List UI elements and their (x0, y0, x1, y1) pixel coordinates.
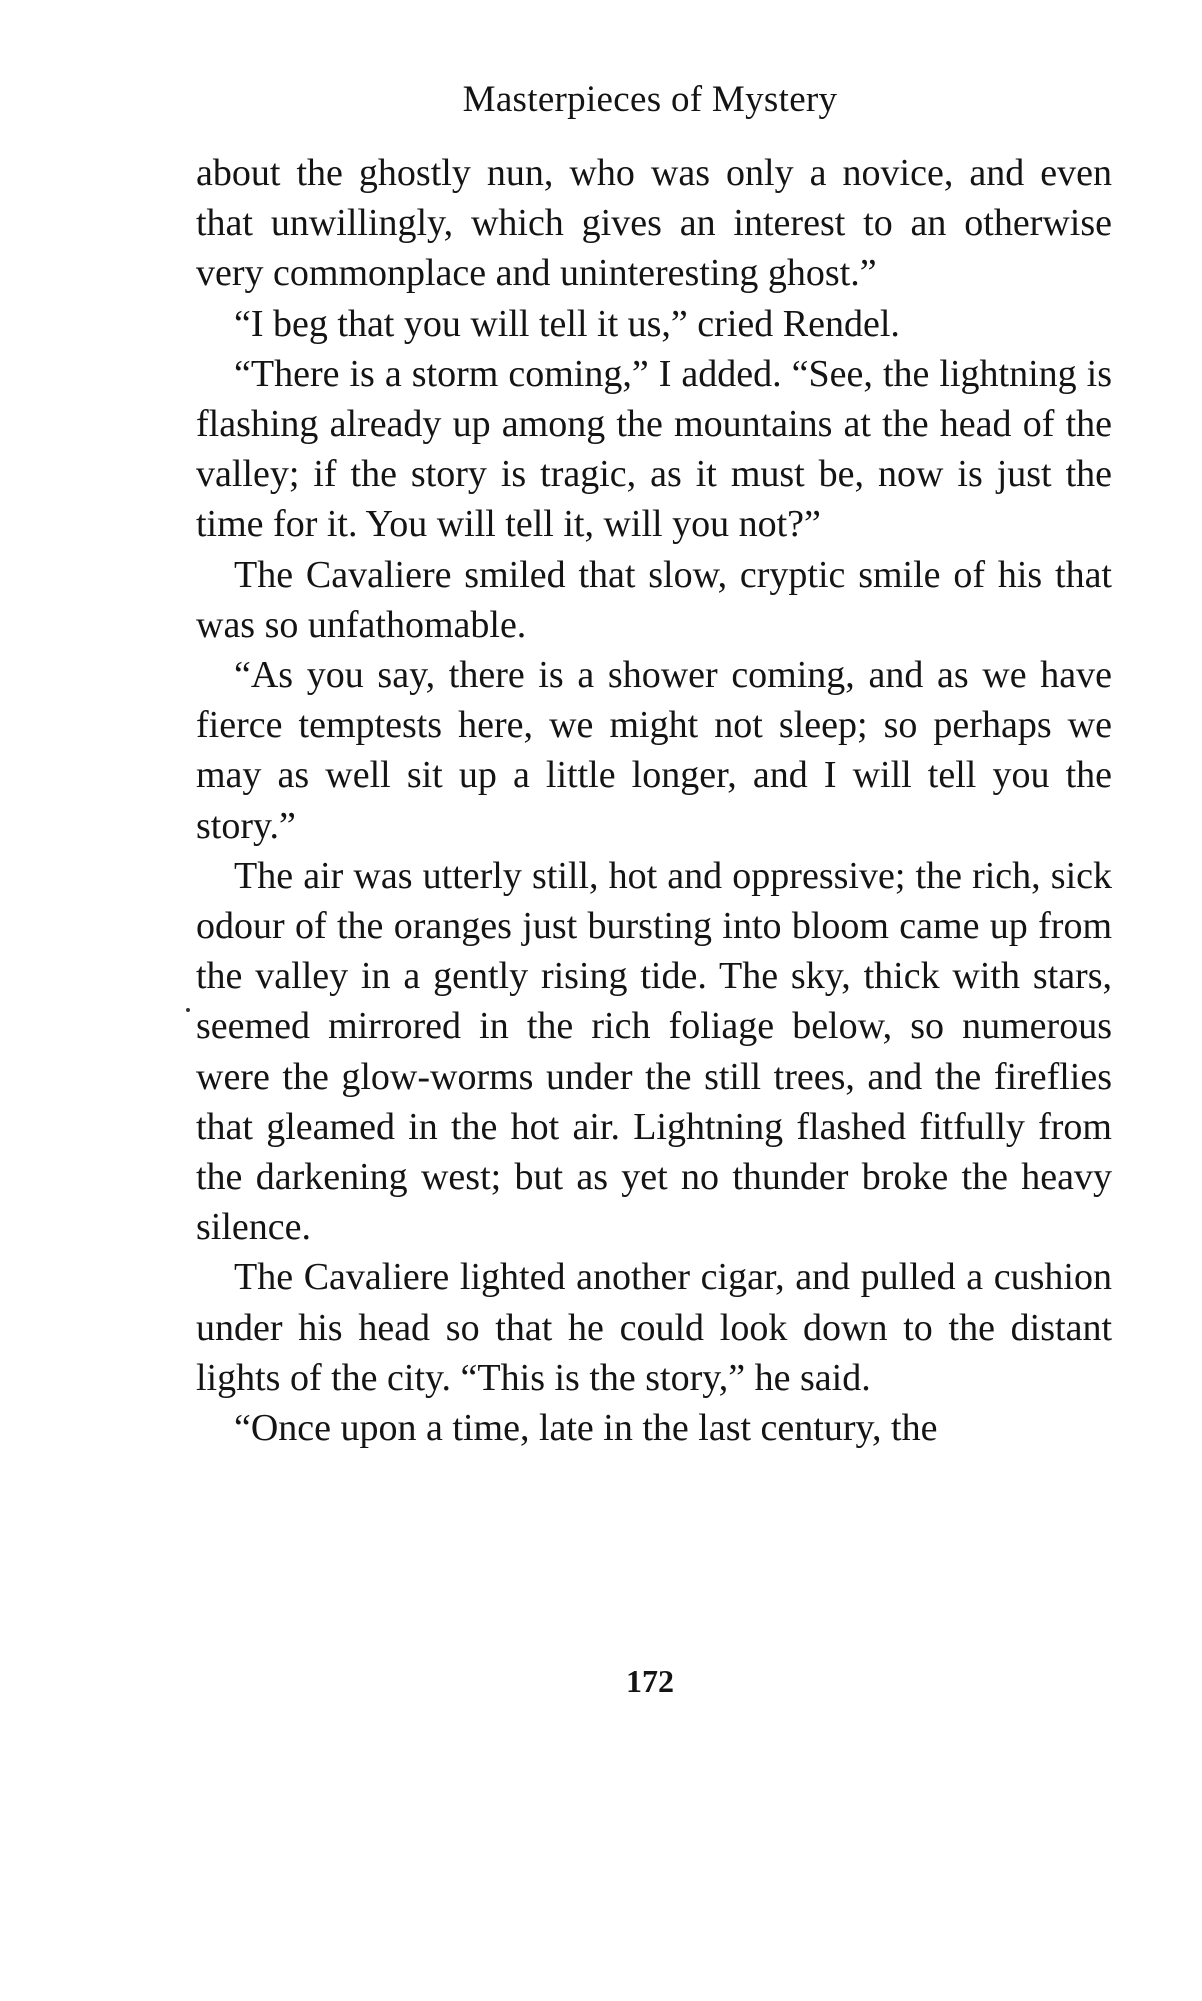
page-number: 172 (626, 1663, 674, 1699)
paragraph: The Cavaliere lighted another cigar, and pulled a cushion under his head so that he could look down to the distant lights of the city. “This is the story,” he said. (196, 1256, 1112, 1399)
stray-ink-mark (186, 1008, 190, 1012)
paragraph-continuation: about the ghostly nun, who was only a novice, and even that unwillingly, which gives an interest to an otherwise very commonplace and uninteresting ghost.” (196, 152, 1112, 295)
paragraph: The air was utterly still, hot and oppressive; the rich, sick odour of the oranges just bursting into bloom came up from the valley in a gently rising tide. The sky, thick with stars, seemed mirrored in the rich foliage below, so numerous were the glow-worms under the still trees, and the fireflies that gleamed in the hot air. Lightning flashed fitfully from the darkening west; but as yet no thunder broke the heavy silence. (196, 854, 1112, 1249)
paragraph: The Cavaliere smiled that slow, cryptic smile of his that was so unfathomable. (196, 553, 1112, 646)
paragraph: “There is a storm coming,” I added. “See, the lightning is flashing already up among the mountains at the head of the valley; if the story is tragic, as it must be, now is just the time for it. You will tell it, will you not?” (196, 352, 1112, 546)
body-text (196, 148, 1112, 1453)
running-head-title: Masterpieces of Mystery (462, 79, 838, 120)
paragraph: “As you say, there is a shower coming, and as we have fierce temptests here, we might not sleep; so perhaps we may as well sit up a little longer, and I will tell you the story.” (196, 654, 1112, 847)
paragraph-last-line: “Once upon a time, late in the last century, the (234, 1407, 938, 1450)
paragraph: “I beg that you will tell it us,” cried Rendel. (234, 302, 900, 345)
